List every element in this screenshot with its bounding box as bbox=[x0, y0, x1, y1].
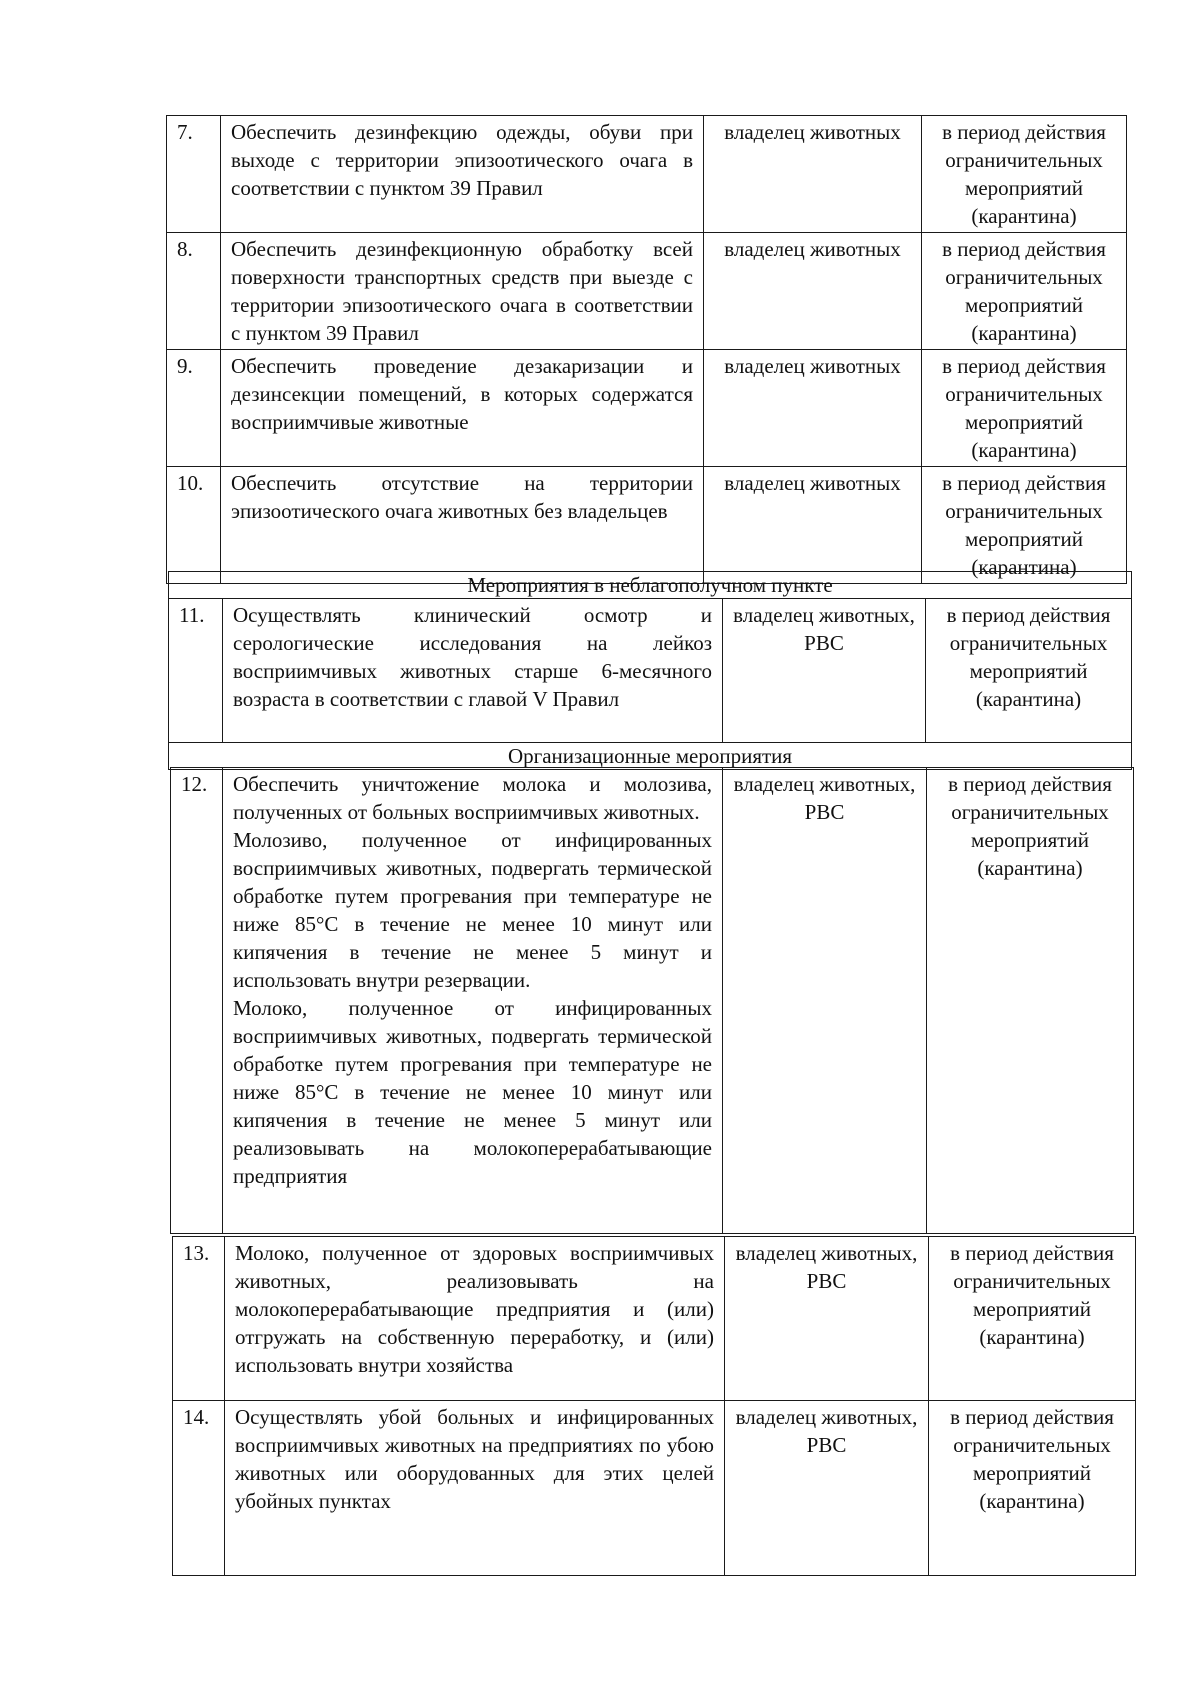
period-text: в период действия ограничительных мероприятий (карантина) bbox=[926, 599, 1132, 743]
row-number: 8. bbox=[167, 233, 221, 350]
table-row bbox=[173, 1401, 1136, 1576]
table-row bbox=[169, 599, 1132, 743]
table-row bbox=[167, 467, 1127, 584]
row-number: 14. bbox=[173, 1401, 225, 1576]
responsible-text: владелец животных, РВС bbox=[723, 599, 926, 743]
measure-text: Обеспечить дезинфекционную обработку всей поверхности транспортных средств при выезде с территории эпизоотического очага в соответствии с пунктом 39 Правил bbox=[221, 233, 704, 350]
measure-paragraph: Обеспечить уничтожение молока и молозива, полученных от больных восприимчивых животных. bbox=[233, 772, 712, 824]
responsible-text: владелец животных bbox=[704, 116, 922, 233]
period-text: в период действия ограничительных мероприятий (карантина) bbox=[929, 1237, 1136, 1401]
measure-text: Осуществлять клинический осмотр и серологические исследования на лейкоз восприимчивых животных старше 6-месячного возраста в соответствии с главой V Правил bbox=[223, 599, 723, 743]
period-text: в период действия ограничительных мероприятий (карантина) bbox=[922, 233, 1127, 350]
measures-table-part-1 bbox=[166, 115, 1127, 584]
table-row bbox=[167, 350, 1127, 467]
row-number: 12. bbox=[171, 768, 223, 1234]
table-row bbox=[171, 768, 1134, 1234]
table-row bbox=[167, 116, 1127, 233]
period-text: в период действия ограничительных мероприятий (карантина) bbox=[929, 1401, 1136, 1576]
responsible-text: владелец животных bbox=[704, 233, 922, 350]
section-header-row bbox=[169, 743, 1132, 770]
measure-text: Обеспечить проведение дезакаризации и дезинсекции помещений, в которых содержатся восприимчивые животные bbox=[221, 350, 704, 467]
row-number: 13. bbox=[173, 1237, 225, 1401]
measure-text: Молоко, полученное от здоровых восприимчивых животных, реализовывать на молокоперерабатывающие предприятия и (или) отгружать на собственную переработку, и (или) использовать внутри хозяйства bbox=[225, 1237, 725, 1401]
responsible-text: владелец животных bbox=[704, 467, 922, 584]
responsible-text: владелец животных, РВС bbox=[725, 1401, 929, 1576]
measure-paragraph: Молозиво, полученное от инфицированных восприимчивых животных, подвергать термической обработке путем прогревания при температуре не ниже 85°С в течение не менее 10 минут или кипячения в течение не менее 5 минут и использовать внутри резервации. bbox=[233, 828, 712, 992]
row-number: 9. bbox=[167, 350, 221, 467]
measures-table-part-2 bbox=[168, 571, 1132, 770]
section-title-organizational: Организационные мероприятия bbox=[169, 743, 1132, 770]
period-text: в период действия ограничительных мероприятий (карантина) bbox=[922, 350, 1127, 467]
period-text: в период действия ограничительных мероприятий (карантина) bbox=[927, 768, 1134, 1234]
responsible-text: владелец животных, РВС bbox=[723, 768, 927, 1234]
row-number: 10. bbox=[167, 467, 221, 584]
section-header-row bbox=[169, 572, 1132, 599]
measures-table-part-3 bbox=[170, 767, 1134, 1234]
responsible-text: владелец животных, РВС bbox=[725, 1237, 929, 1401]
section-title-unfavorable-point: Мероприятия в неблагополучном пункте bbox=[169, 572, 1132, 599]
period-text: в период действия ограничительных мероприятий (карантина) bbox=[922, 467, 1127, 584]
table-row bbox=[167, 233, 1127, 350]
measures-table-part-4 bbox=[172, 1236, 1136, 1576]
measure-text: Обеспечить дезинфекцию одежды, обуви при выходе с территории эпизоотического очага в соответствии с пунктом 39 Правил bbox=[221, 116, 704, 233]
period-text: в период действия ограничительных мероприятий (карантина) bbox=[922, 116, 1127, 233]
row-number: 11. bbox=[169, 599, 223, 743]
table-row bbox=[173, 1237, 1136, 1401]
measure-text bbox=[223, 768, 723, 1234]
measure-paragraph: Молоко, полученное от инфицированных восприимчивых животных, подвергать термической обработке путем прогревания при температуре не ниже 85°С в течение не менее 10 минут или кипячения в течение не менее 5 минут или реализовывать на молокоперерабатывающие предприятия bbox=[233, 996, 712, 1188]
row-number: 7. bbox=[167, 116, 221, 233]
measure-text: Обеспечить отсутствие на территории эпизоотического очага животных без владельцев bbox=[221, 467, 704, 584]
responsible-text: владелец животных bbox=[704, 350, 922, 467]
measure-text: Осуществлять убой больных и инфицированных восприимчивых животных на предприятиях по убою животных или оборудованных для этих целей убойных пунктах bbox=[225, 1401, 725, 1576]
